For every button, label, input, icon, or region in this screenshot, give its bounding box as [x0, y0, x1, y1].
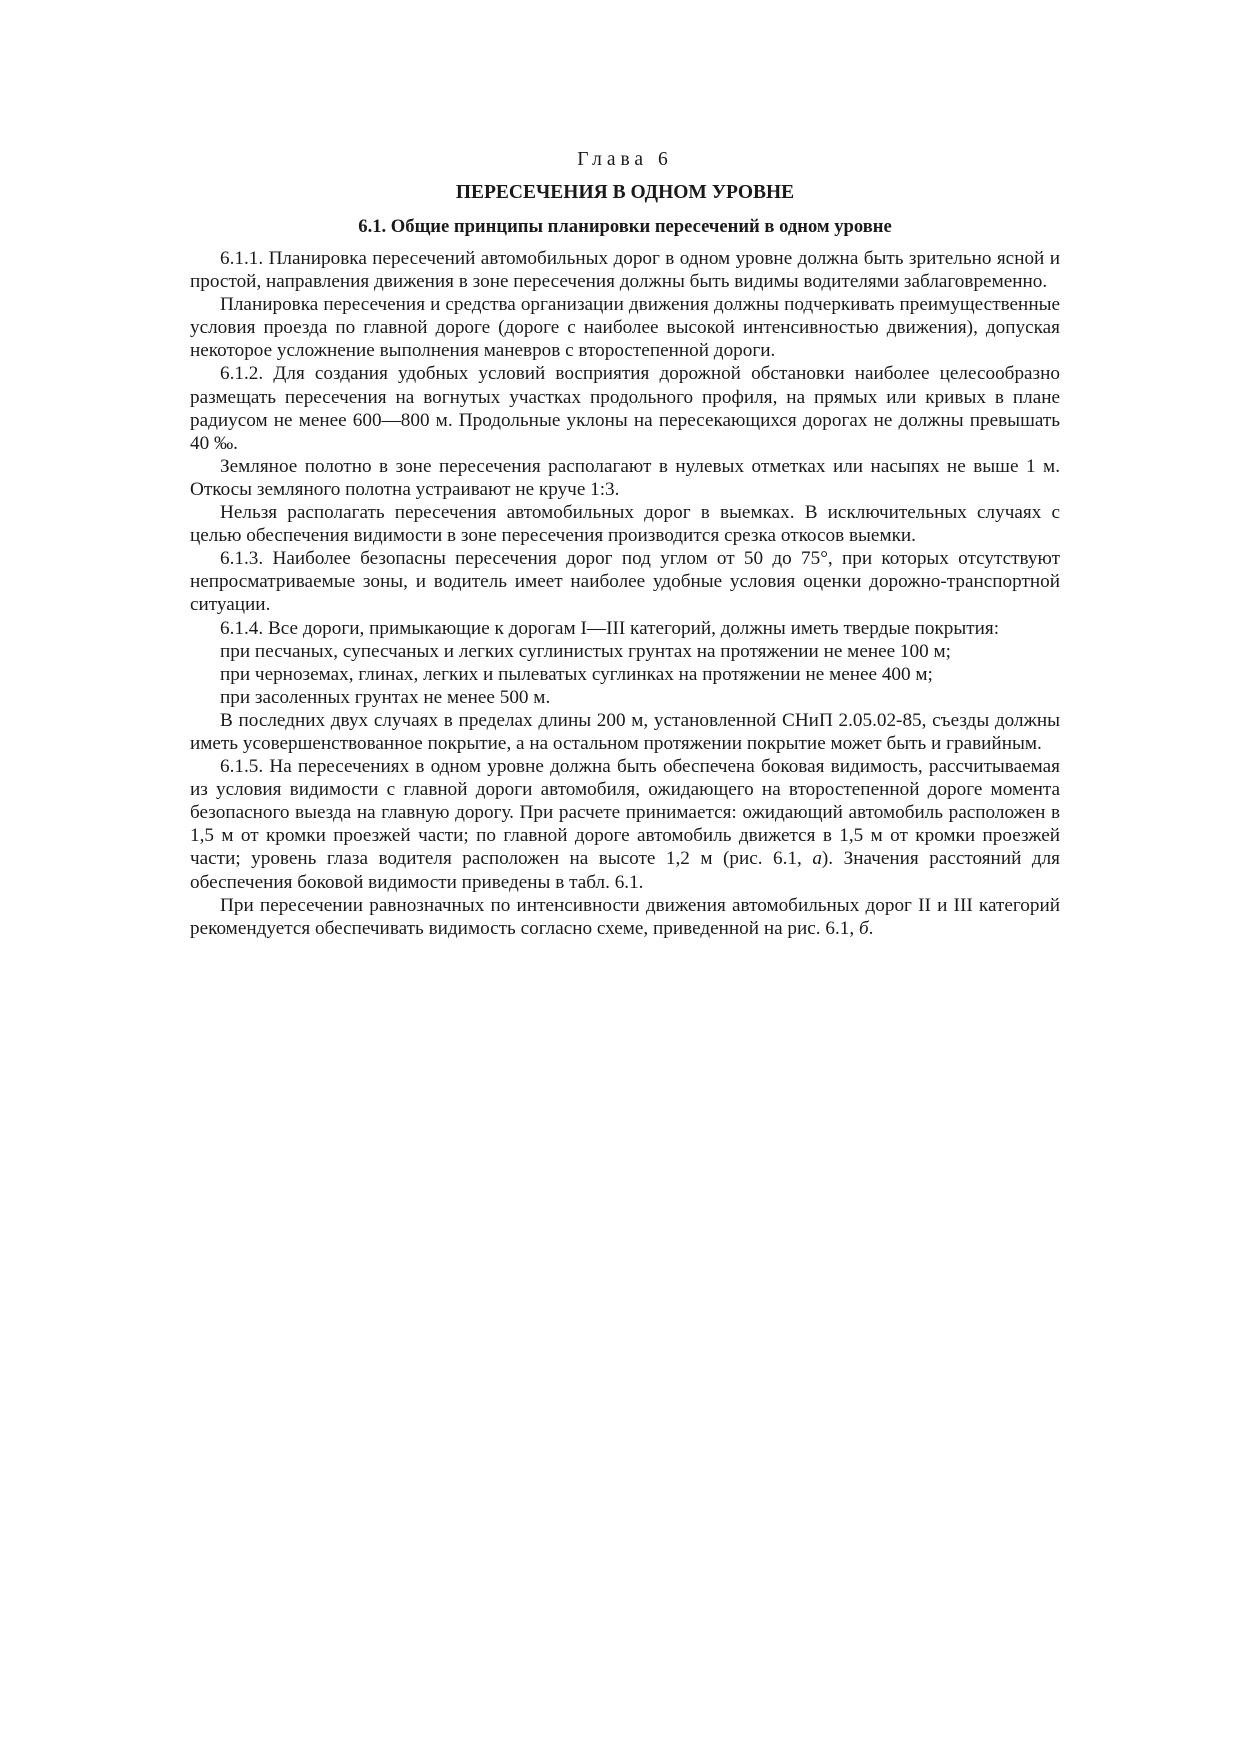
paragraph-layout: Планировка пересечения и средства организации движения должны подчеркивать преимущественные условия проезда по главной дороге (дороге с наиболее высокой интенсивностью движения), допуская некоторое усложнение выполнения маневров с второстепенной дороги. [190, 294, 1060, 362]
chapter-title: ПЕРЕСЕЧЕНИЯ В ОДНОМ УРОВНЕ [455, 182, 795, 203]
paragraph-6-1-2: 6.1.2. Для создания удобных условий восприятия дорожной обстановки наиболее целесообразно размещать пересечения на вогнутых участках продольного профиля, на прямых или кривых в плане радиусом не менее 600—800 м. Продольные уклоны на пересекающихся дорогах не должны превышать 40 ‰. [190, 363, 1060, 454]
paragraph-6-1-4: 6.1.4. Все дороги, примыкающие к дорогам I—III категорий, должны иметь твердые покрытия: [220, 617, 1000, 639]
list-item: при засоленных грунтах не менее 500 м. [220, 686, 551, 708]
paragraph-earthwork: Земляное полотно в зоне пересечения располагают в нулевых отметках или насыпях не выше 1 м. Откосы земляного полотна устраивают не круче 1:3. [190, 455, 1060, 500]
paragraph-text: При пересечении равнозначных по интенсивности движения автомобильных дорог II и III категорий рекомендуется обеспечивать видимость согласно схеме, приведенной на рис. 6.1, [190, 894, 1060, 939]
paragraph-6-1-3: 6.1.3. Наиболее безопасны пересечения дорог под углом от 50 до 75°, при которых отсутствуют непросматриваемые зоны, и водитель имеет наиболее удобные условия оценки дорожно-транспортной ситуации. [190, 548, 1060, 616]
paragraph-cuttings: Нельзя располагать пересечения автомобильных дорог в выемках. В исключительных случаях с целью обеспечения видимости в зоне пересечения производится срезка откосов выемки. [190, 502, 1060, 547]
section-title: 6.1. Общие принципы планировки пересечений в одном уровне [358, 216, 892, 237]
paragraph-text: ). Значения расстояний для обеспечения боковой видимости приведены в табл. 6.1. [190, 848, 1060, 893]
chapter-label: Глава 6 [577, 149, 673, 170]
paragraph-equal-roads [190, 894, 1060, 940]
list-item: при песчаных, супесчаных и легких суглинистых грунтах на протяжении не менее 100 м; [220, 640, 951, 662]
paragraph-after-list: В последних двух случаях в пределах длины 200 м, установленной СНиП 2.05.02-85, съезды должны иметь усовершенствованное покрытие, а на остальном протяжении покрытие может быть и гравийным. [190, 709, 1060, 754]
paragraph-text: 6.1.5. На пересечениях в одном уровне должна быть обеспечена боковая видимость, рассчитываемая из условия видимости с главной дороги автомобиля, ожидающего на второстепенной дороге момента безопасного выезда на главную дорогу. При расчете принимается: ожидающий автомобиль расположен в 1,5 м от кромки проезжей части; по главной дороге автомобиль движется в 1,5 м от кромки проезжей части; уровень глаза водителя расположен на высоте 1,2 м (рис. 6.1, [190, 756, 1060, 870]
paragraph-6-1-1: 6.1.1. Планировка пересечений автомобильных дорог в одном уровне должна быть зрительно ясной и простой, направления движения в зоне пересечения должны быть видимы водителями заблаговременно. [190, 248, 1060, 293]
paragraph-text: . [868, 917, 874, 939]
figure-ref-italic: б [858, 917, 869, 939]
document-page [190, 148, 1060, 940]
figure-ref-italic: а [812, 848, 822, 870]
paragraph-6-1-5 [190, 755, 1060, 894]
list-item: при черноземах, глинах, легких и пылеватых суглинках на протяжении не менее 400 м; [220, 663, 933, 685]
